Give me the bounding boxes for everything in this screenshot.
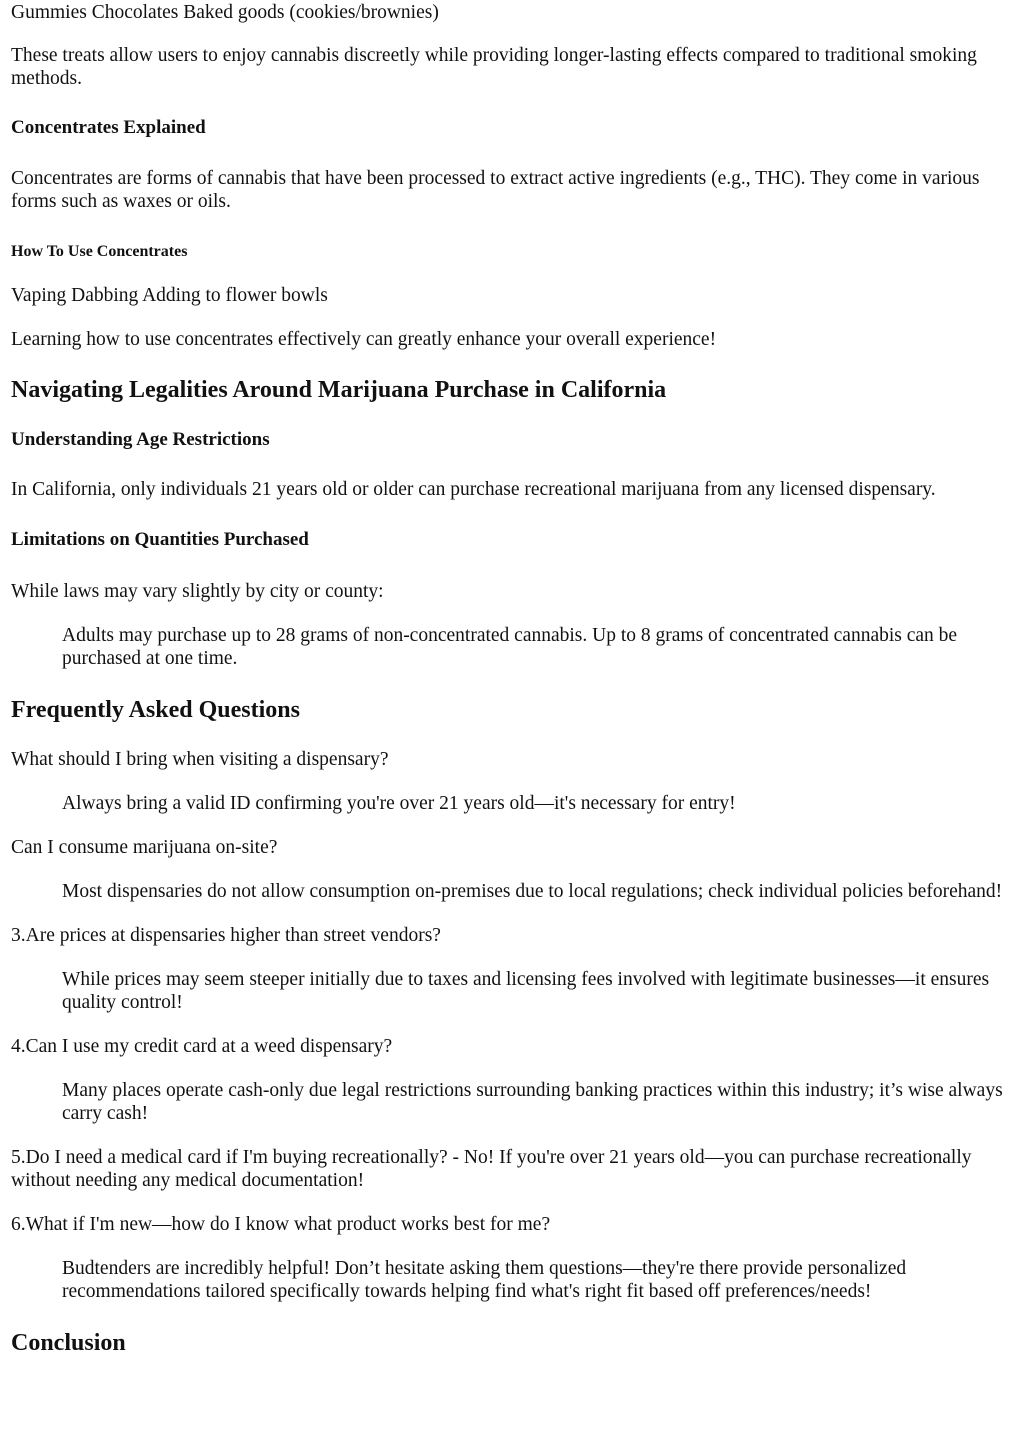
age-body: In California, only individuals 21 years old or older can purchase recreational marijuana from any licensed dispensary. [11, 479, 936, 500]
concentrate-methods: Vaping Dabbing Adding to flower bowls [11, 285, 328, 306]
faq-question: 4.Can I use my credit card at a weed dispensary? [11, 1036, 393, 1057]
concentrates-body: Concentrates are forms of cannabis that have been processed to extract active ingredients (e.g., THC). They come in various forms such as waxes or oils. [11, 168, 980, 212]
quantity-quote: Adults may purchase up to 28 grams of non-concentrated cannabis. Up to 8 grams of concentrated cannabis can be purchased at one time. [62, 625, 958, 669]
faq-answer: Most dispensaries do not allow consumption on-premises due to local regulations; check individual policies beforehand! [62, 881, 1003, 902]
legal-heading: Navigating Legalities Around Marijuana Purchase in California [11, 377, 667, 403]
concentrates-note: Learning how to use concentrates effectively can greatly enhance your overall experience! [11, 329, 717, 350]
edibles-list: Gummies Chocolates Baked goods (cookies/brownies) [11, 2, 439, 23]
concentrates-heading: Concentrates Explained [11, 117, 206, 138]
faq-question: 6.What if I'm new—how do I know what product works best for me? [11, 1214, 551, 1235]
howto-concentrates-heading: How To Use Concentrates [11, 243, 188, 260]
faq-answer: Many places operate cash-only due legal restrictions surrounding banking practices within this industry; it’s wise always carry cash! [62, 1080, 1003, 1124]
faq-answer: While prices may seem steeper initially due to taxes and licensing fees involved with legitimate businesses—it ensures quality control! [62, 969, 990, 1013]
age-heading: Understanding Age Restrictions [11, 429, 270, 450]
quantity-heading: Limitations on Quantities Purchased [11, 529, 309, 550]
faq-question: 5.Do I need a medical card if I'm buying recreationally? - No! If you're over 21 years old—you can purchase recreationally without needing any medical documentation! [11, 1147, 972, 1191]
faq-answer: Always bring a valid ID confirming you're over 21 years old—it's necessary for entry! [62, 793, 736, 814]
faq-question: 3.Are prices at dispensaries higher than street vendors? [11, 925, 441, 946]
conclusion-heading: Conclusion [11, 1330, 126, 1356]
faq-question: Can I consume marijuana on-site? [11, 837, 278, 858]
faq-heading: Frequently Asked Questions [11, 697, 300, 723]
quantity-intro: While laws may vary slightly by city or county: [11, 581, 384, 602]
faq-question: What should I bring when visiting a dispensary? [11, 749, 389, 770]
edibles-note: These treats allow users to enjoy cannabis discreetly while providing longer-lasting effects compared to traditional smoking methods. [11, 45, 977, 89]
faq-answer: Budtenders are incredibly helpful! Don’t hesitate asking them questions—they're there provide personalized recommendations tailored specifically towards helping find what's right fit based off preferences/needs! [62, 1258, 907, 1302]
